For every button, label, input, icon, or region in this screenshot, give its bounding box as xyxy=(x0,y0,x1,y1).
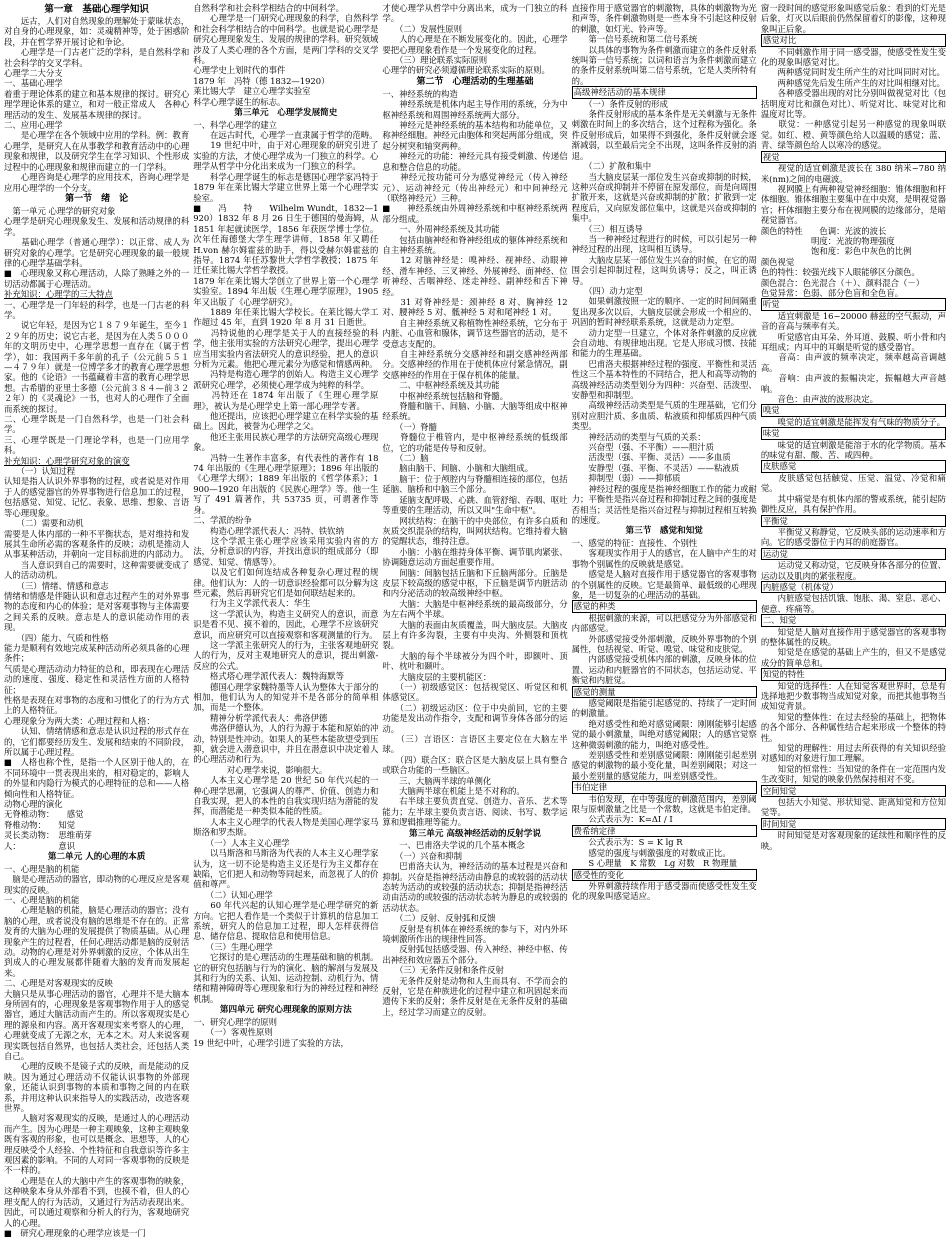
paragraph: ■ 人格也称个性，是指一个人区别于他人的，在不同环境中一贯表现出来的，相对稳定的，影响人的外显和内隐行为模式的心理特征的总和——人格倾向性和人格特征。 xyxy=(4,757,190,799)
paragraph: （二）扩散和集中 xyxy=(571,161,652,172)
paragraph: （一）条件反射的形成 xyxy=(571,98,668,109)
boxed-term: 二、知觉 xyxy=(761,614,946,626)
text-column-3 xyxy=(382,3,567,1227)
paragraph: 对心理学来说，影响很大。 xyxy=(193,764,328,775)
paragraph: 莱比锡大学 建立心理学实验室 xyxy=(193,86,311,97)
paragraph: 冯特说他的心理学是关于人的直接经验的科学，他主张用实验的方法研究心理学，提出心理学应当用实验内省法研究人的意识经验，把人的意识分析为元素。他把心理元素分为感觉和情感两种。 xyxy=(193,327,379,369)
paragraph: 构造心理学派代表人：冯特、铁钦纳 xyxy=(193,525,344,536)
unit-heading: 第三单元 心理学发展简史 xyxy=(234,108,338,119)
paragraph: 无脊椎动物： 感觉 xyxy=(4,809,84,820)
paragraph: （三）理论联系实际原则 xyxy=(382,55,488,66)
paragraph: 嗅觉的适宜刺激是能挥发有气味的物质分子。 xyxy=(760,416,946,427)
paragraph: 人本主义心理学是 20 世纪 50 年代兴起的一种心理学思潮，它强调人的尊严、价值、创造力和自我实现，把人的本性的自我实现归结为潜能的发挥，而潜能是一种类似本能的性质。 xyxy=(193,775,379,817)
paragraph: 脊髓和脑干、间脑、小脑、大脑等组成中枢神经系统。 xyxy=(382,401,568,422)
paragraph: 以马斯洛和马斯洛为代表的人本主义心理学家认为，这一切不论是构造主义还是行为主义都存在缺陷，它们把人和动物等同起来，而忽视了人的价值和尊严。 xyxy=(193,848,379,890)
paragraph: 自主神经系统又称植物性神经系统，它分布于内脏、心血管和腺体，调节这些器官的活动，是不受意志支配的。 xyxy=(382,317,568,349)
paragraph: 动物心理的演化 xyxy=(4,799,63,810)
paragraph: 其中痛觉是有机体内部的警戒系统，能引起防御性反应，具有保护作用。 xyxy=(760,493,947,515)
paragraph: 才使心理学从哲学中分离出来，成为一门独立的科学。 xyxy=(382,3,568,24)
paragraph: （二）认知心理学 xyxy=(193,889,273,900)
paragraph: 知觉是人脑对直接作用于感觉器官的客观事物的整体属性的反映。 xyxy=(760,626,947,647)
paragraph: 抑制型（弱）——抑郁质 xyxy=(571,473,681,484)
paragraph: 听觉感官由耳朵、外耳道、鼓膜、听小骨和内耳组成；内耳中的耳蜗是听觉的感受器官。 xyxy=(760,331,947,352)
boxed-term: 内脏感觉（机体觉） xyxy=(761,581,946,593)
paragraph: 神经元按功能可分为感觉神经元（传入神经元）、运动神经元（传出神经元）和中间神经元（联络神经元）三种。 xyxy=(382,172,568,203)
boxed-term: 感觉的测量 xyxy=(572,686,757,698)
boxed-term: 运动觉 xyxy=(761,548,946,560)
text-column-1 xyxy=(4,3,190,1238)
paragraph: 高级神经活动类型是气质的生理基础，它们分别对应胆汁质、多血质、粘液质和抑郁质四种气质类型。 xyxy=(571,400,757,432)
paragraph: 他还提出，应该把心理学建立在科学实验的基础上。因此，被誉为心理学之父。 xyxy=(193,411,379,432)
paragraph: 知觉是在感觉的基础上产生的，但又不是感觉成分的简单总和。 xyxy=(760,647,947,668)
paragraph: 反射弧包括感受器、传入神经、神经中枢、传出神经和效应器五个部分。 xyxy=(382,944,568,965)
paragraph: （二）发展性原则 xyxy=(382,23,462,34)
paragraph: 公式表示为：S = K lg R xyxy=(571,837,683,848)
paragraph: 二、心理学既是一门自然科学，也是一门社会科学。 xyxy=(4,414,190,435)
paragraph: 脊椎动物： 知觉 xyxy=(4,819,76,830)
paragraph: （一）认知过程 xyxy=(4,466,76,477)
paragraph: 知觉的恒常性：当知觉的条件在一定范围内发生改变时，知觉的映象仍然保持相对不变。 xyxy=(760,763,947,785)
paragraph: 1889 年任莱比锡大学校长。在莱比锡大学工作超过 45 年，直到 1920 年 8 月 31 日逝世。 xyxy=(193,306,379,328)
paragraph: 大脑的每个半球被分为四个叶，即额叶、顶叶、枕叶和颞叶。 xyxy=(382,650,568,672)
paragraph: 中枢神经系统包括脑和脊髓。 xyxy=(382,390,509,401)
paragraph: 精神分析学派代表人：弗洛伊德 xyxy=(193,712,328,723)
paragraph: 条件反射形成的基本条件是无关刺激与无条件刺激在时间上的多次结合，这个过程称为强化。条件反射形成后，如果得不到强化，条件反射就会逐渐减弱，以至最后完全不出现，这叫条件反射的消退。 xyxy=(571,109,757,161)
paragraph: 两种感觉先后发生所产生的对比叫相继对比。 xyxy=(760,77,946,88)
paragraph: 一、外周神经系统及其功能 xyxy=(382,224,500,235)
paragraph: 远古，人们对自然现象的理解处于蒙昧状态，对自身的心理现象，如：灵魂精神等，处于困惑阶段，并在哲学界开展讨论和争论。 xyxy=(4,16,190,47)
paragraph: 一、心理是脑的机能 xyxy=(4,863,80,874)
paragraph: 60 年代兴起的认知心理学是心理学研究的新方向。它把人看作是一个类似于计算机的信息加工系统，研究人的信息加工过程，即人怎样获得信息、储存信息、提取信息和使用信息。 xyxy=(193,900,379,942)
paragraph: 大脑皮层的主要机能区： xyxy=(382,671,492,682)
paragraph: 情绪和情感是伴随认识和意志过程产生的对外界事物的态度和内心的体验；是对客观事物与主体需要之间关系的反映。意志是人的意识能动作用的表现。 xyxy=(4,590,190,633)
paragraph: 直接作用于感觉器官的刺激物，具体的刺激物为光和声等，条件刺激物则是一些本身不引起这种反射的刺激，如灯光、铃声等。 xyxy=(571,3,757,34)
paragraph: 第一信号系统和第二信号系统 xyxy=(571,34,698,45)
section-heading: 第一节 绪 论 xyxy=(65,193,129,204)
paragraph: （一）兴奋和抑制 xyxy=(382,850,462,861)
boxed-term: 时间知觉 xyxy=(761,818,946,830)
paragraph: 适宜刺激是 16~20000 赫兹的空气振动，声音的音高与频率有关。 xyxy=(760,310,947,332)
boxed-term: 视觉 xyxy=(761,151,946,163)
paragraph: 差别感受性和差别感觉阈限：刚刚能引起差别感觉的刺激物的最小变化量，叫差别阈限；对这一最小差别量的感觉能力，叫差别感受性。 xyxy=(571,750,757,781)
paragraph: 自然科学和社会科学相结合的中间科学。 xyxy=(193,3,344,13)
paragraph: 色的特性：较强光线下人眼能够区分颜色。 xyxy=(760,267,920,278)
paragraph: 音响：由声波的振幅决定，振幅越大声音越响。 xyxy=(760,373,947,394)
paragraph: （一）人本主义心理学 xyxy=(193,837,290,848)
paragraph: 19 世纪中叶，由于对心理现象的研究引进了实验的方法，才使心理学成为一门独立的科学。心理学从哲学中分化出来成为一门独立的科学。 xyxy=(193,140,379,172)
unit-heading: 第三单元 高级神经活动的反射学说 xyxy=(409,828,541,839)
paragraph: 脊髓位于椎管内，是中枢神经系统的低级部位，它的功能是传导和反射。 xyxy=(382,432,568,453)
paragraph: 心理学是研究心理现象发生、发展和活动规律的科学。 xyxy=(4,216,190,237)
boxed-term: 皮肤感觉 xyxy=(761,460,946,472)
paragraph: （三）言语区：言语区主要定位在大脑左半球。 xyxy=(382,734,568,755)
paragraph: 公式表示为：K=ΔI / I xyxy=(571,814,673,825)
boxed-term: 嗅觉 xyxy=(761,404,946,416)
paragraph: 韦伯发现，在中等强度的刺激范围内，差别阈限与原刺激量之比是一个常数，这就是韦伯定律。 xyxy=(571,793,757,815)
paragraph: 着重于理论体系的建立和基本规律的探讨。研究心理学理论体系的建立，和对一般正常成人 各种心理活动的发生、发展基本规律的探讨。 xyxy=(4,88,190,120)
unit-heading: 第二单元 人的心理的本质 xyxy=(47,852,146,863)
paragraph: 一、心理学是一门年轻的科学，也是一门古老的科学。 xyxy=(4,299,190,320)
paragraph: （四）能力、气质和性格 xyxy=(4,632,109,643)
unit-heading: 第四单元 研究心理现象的原则方法 xyxy=(219,1005,352,1016)
paragraph: 视网膜上有两种视觉神经细胞：锥体细胞和杆体细胞。锥体细胞主要集中在中央窝，是明视觉器官；杆体细胞主要分布在视网膜的边缘部分，是暗视觉器官。 xyxy=(760,183,947,226)
paragraph: 知觉的整体性：在过去经验的基础上，把物体的各个部分、各种属性结合起来形成一个整体的特性。 xyxy=(760,711,947,743)
paragraph: 运动觉又称动觉，它反映身体各部分的位置、运动以及肌肉的紧张程度。 xyxy=(760,560,947,581)
paragraph: 视觉的适宜刺激是波长在 380 纳米~780 纳米(nm)之间的电磁波。 xyxy=(760,163,947,184)
paragraph: 联觉：一种感觉引起另一种感觉的现象叫联觉。如红、橙、黄等颜色给人以温暖的感觉；蓝、青、绿等颜色给人以寒冷的感觉。 xyxy=(760,119,947,151)
paragraph: 反射是有机体在神经系统的参与下，对内外环境刺激所作出的规律性回答。 xyxy=(382,923,568,944)
paragraph: 脑是心理活动的器官，即动物的心理反应是客观现实的反映。 xyxy=(4,874,190,895)
paragraph: 在远古时代，心理学一直隶属于哲学的范畴。 xyxy=(193,130,378,141)
paragraph: 它探讨的是心理活动的生理基础和脑的机制。它的研究包括脑与行为的演化、脑的解剖与发展及其和行为的关系、认知、运动控制、动机行为、情绪和精神障碍等心理现象和行为的神经过程和神经机制。 xyxy=(193,952,379,1004)
paragraph: 人本主义心理学的代表人物是美国心理学家马斯洛和罗杰斯。 xyxy=(193,816,379,838)
paragraph: （一）客观性原则 xyxy=(193,1027,273,1038)
paragraph: 冯特还在 1874 年出版了《生理心理学原理》，被认为是心理学史上第一部心理学专著。 xyxy=(193,390,379,411)
paragraph: 绝对感受性和绝对感觉阈限：刚刚能够引起感觉的最小刺激量，叫绝对感觉阈限；人的感官觉察这种微弱刺激的能力，叫绝对感受性。 xyxy=(571,718,757,750)
boxed-term: 韦伯定律 xyxy=(572,781,757,793)
paragraph: 二、中枢神经系统及其功能 xyxy=(382,380,500,391)
boxed-term: 知觉的特性 xyxy=(761,668,946,680)
paragraph: 这一学派主张研究人的行为，主张客观地研究人的行为，反对主观地研究人的意识，提出刺激-反应的公式。 xyxy=(193,639,379,671)
paragraph: 外界刺激持续作用于感受器而使感受性发生变化的现象叫感觉适应。 xyxy=(571,880,757,902)
paragraph: 内部感觉接受机体内部的刺激，反映身体的位置、运动和内脏器官的不同状态，包括运动觉、平衡觉和内脏觉。 xyxy=(571,654,757,686)
paragraph: 气质是心理活动动力特征的总和，即表现在心理活动的速度、强度、稳定性和灵活性方面的人格特征； xyxy=(4,663,190,695)
paragraph: 基础心理学（普通心理学）：以正常、成人为研究对象的心理学。它是研究心理现象的最一般规律的心理学基础学科。 xyxy=(4,237,190,268)
paragraph: 心理学二大分支 xyxy=(4,68,63,79)
boxed-term: 空间知觉 xyxy=(761,785,946,797)
paragraph: 颜色混合：色光混合（＋）、颜料混合（－） xyxy=(760,277,925,288)
paragraph: 一、感觉的特征：直接性、个别性 xyxy=(571,537,698,548)
paragraph: 科学心理学诞生的标志。 xyxy=(193,96,286,107)
paragraph: 无条件反射是动物和人生而具有、不学而会的反射，它是在种族进化的过程中建立和巩固起来而遗传下来的反射；条件反射是在无条件反射的基础上，经过学习而建立的反射。 xyxy=(382,975,568,1017)
paragraph: ■ 冯 特 Wilhelm Wundt，1832—1920）1832 年 8 月 26 日生于德国的曼海姆，从 1851 年起就读医学，1856 年获医学博士学位。次年任海德堡大学生理学讲师，1858 年又聘任 H.von 赫尔姆霍兹的助手，得以受赫尔姆霍兹的指导。1874 年任苏黎世大学哲学教授；1875 年迁任莱比锡大学哲学教授。 xyxy=(193,202,379,276)
paragraph: 活泼型（强、平衡、灵活）——多血质 xyxy=(571,452,731,463)
paragraph: （一）初级感觉区：包括视觉区、听觉区和机体感觉区。 xyxy=(382,682,568,703)
paragraph: 大脑的表面由灰质覆盖，叫大脑皮层。大脑皮层上有许多沟裂，主要有中央沟、外侧裂和顶枕裂。 xyxy=(382,619,568,651)
paragraph: 兴奋型（强、不平衡）——胆汁质 xyxy=(571,442,714,453)
paragraph: 当人意识到自己的需要时，这种需要就变成了人的活动动机。 xyxy=(4,559,190,581)
paragraph: 二、应用心理学 xyxy=(4,120,63,131)
paragraph: 三、大脑两半球的单侧化 xyxy=(382,775,492,786)
paragraph: （三）生理心理学 xyxy=(193,941,273,952)
paragraph: 脑干：位于颅腔内与脊髓相连接的部位，包括延脑、脑桥和中脑三个部分。 xyxy=(382,473,568,495)
paragraph: 需要是人体内部的一种不平衡状态，是对维持和发展其生命所必需的客观条件的反映；动机是推动人从事某种活动，并朝向一定目标前进的内部动力。 xyxy=(4,528,190,560)
paragraph: 补充知识：心理学的三大特点 xyxy=(4,289,113,300)
paragraph: 窗一段时间的感觉形象叫感觉后象：看到的灯光是后象，灯灭以后眼前仍然保留着灯的影像，这种现象叫正后象。 xyxy=(760,3,947,34)
paragraph: 格式塔心理学派代表人：魏特海默等 xyxy=(193,671,344,682)
paragraph: 12 对脑神经是：嗅神经、视神经、动眼神经、滑车神经、三叉神经、外展神经、面神经、位听神经、舌咽神经、迷走神经、副神经和舌下神经。 xyxy=(382,255,568,297)
paragraph: （二）脑 xyxy=(382,453,429,464)
paragraph: 内脏感觉包括饥饿、饱胀、渴、窒息、恶心、便意、疼痛等。 xyxy=(760,593,947,614)
paragraph: 包括由脑神经和脊神经组成的躯体神经系统和自主神经系统。 xyxy=(382,234,568,255)
paragraph: 一、神经系统的构造 xyxy=(382,88,458,99)
paragraph: 心理是脑的机能，脑是心理活动的器官；没有脑的心理，或者说没有脑的思维是不存在的。正常发育的大脑为心理的发展提供了物质基础。从心理现象产生的过程看，任何心理活动都是脑的反射活动。动物的心理是对外界刺激的反应，个体从出生到成人的心理发展都伴随着大脑的发育而发展起来。 xyxy=(4,905,190,978)
paragraph: 神经元是神经系统的基本结构和功能单位，又称神经细胞。神经元由胞体和突起两部分组成，突起分树突和轴突两种。 xyxy=(382,120,568,151)
paragraph: 1879 年 冯特（德 1832—1920） xyxy=(193,75,330,86)
boxed-term: 高级神经活动的基本规律 xyxy=(572,86,757,98)
boxed-term: 味觉 xyxy=(761,427,946,439)
paragraph: （三）情绪、情感和意志 xyxy=(4,580,109,591)
paragraph: 包括大小知觉、形状知觉、距离知觉和方位知觉等。 xyxy=(760,797,947,818)
paragraph: 一、巴甫洛夫学说的几个基本概念 xyxy=(382,840,525,851)
paragraph: ■ 心理现象又称心理活动，人除了熟睡之外的一切活动都属于心理活动。 xyxy=(4,268,190,289)
paragraph: （三）相互诱导 xyxy=(571,223,643,234)
paragraph: 能力是顺利有效地完成某种活动所必须具备的心理条件； xyxy=(4,642,190,664)
paragraph: 外部感觉接受外部刺激，反映外界事物的个别属性，包括视觉、听觉、嗅觉、味觉和皮肤觉。 xyxy=(571,633,757,654)
paragraph: 色觉异常：色弱、部分色盲和全色盲。 xyxy=(760,287,904,298)
unit-heading: 第三节 感觉和知觉 xyxy=(625,526,703,537)
paragraph: （二）反射、反射弧和反馈 xyxy=(382,913,496,924)
paragraph: 1879 年在莱比锡大学创立了世界上第一个心理学实验室。1894 年出版《生理心理学原理》，1905 年又出版了《心理学研究》。 xyxy=(193,275,379,307)
paragraph: 补充知识：心理学研究对象的演变 xyxy=(4,455,130,466)
paragraph: 是心理学在各个领域中应用的学科。例：教育心理学，是研究人在从事教学和教育活动中的心理现象和规律，以及研究学生在学习知识、个性形成过程中的心理现象和规律而建立的一门学科。 xyxy=(4,130,190,172)
paragraph: 心理学的研究必须遵循理论联系实际的原则。 xyxy=(382,65,550,76)
paragraph: 当大脑皮层某一部位发生兴奋或抑制的时候，这种兴奋或抑制并不停留在原发部位，而是向周围扩散开来，这就是兴奋或抑制的扩散；扩散到一定程度后，又向原发部位集中，这就是兴奋或抑制的集中。 xyxy=(571,171,757,224)
paragraph: 一、科学心理学的建立 xyxy=(193,119,277,130)
paragraph: 各种感受器出现的对比分别叫做视觉对比（包括明度对比和颜色对比）、听觉对比、味觉对比和温度对比等。 xyxy=(760,88,947,120)
paragraph: 脑由脑干、间脑、小脑和大脑组成。 xyxy=(382,463,534,474)
paragraph: 三、心理学既是一门理论学科，也是一门应用学科。 xyxy=(4,434,190,456)
paragraph: 冯特是构造心理学的创始人。构造主义心理学派研究心理学，必须使心理学成为纯粹的科学。 xyxy=(193,369,379,390)
paragraph: 二、心理是对客观现实的反映 xyxy=(4,978,113,989)
paragraph: 弗洛伊德认为，人的行为源于本能和原始的冲动，特别是性冲动。如果人的某些本能欲望受到压抑，就会进入潜意识中，并且在潜意识中决定着人的心理活动和行为。 xyxy=(193,723,379,765)
paragraph: 一、心理是脑的机能 xyxy=(4,894,80,905)
paragraph: 明度：光波的物理强度 xyxy=(760,235,895,246)
paragraph: 客观现实作用于人的感官，在人脑中产生的对事物个别属性的反映就是感觉。 xyxy=(571,548,757,569)
paragraph: 安静型（强、平衡、不灵活）——粘液质 xyxy=(571,462,740,473)
paragraph: （四）联合区：联合区是大脑皮层上具有整合或联合功能的一些脑区。 xyxy=(382,754,568,776)
paragraph: 心理学史上划时代的事件 xyxy=(193,65,286,76)
paragraph: 心理现象分为两大类：心理过程和人格： xyxy=(4,715,155,726)
section-heading: 第二节 心理活动的生理基础 xyxy=(416,76,534,87)
paragraph: 神经系统是机体内起主导作用的系统，分为中枢神经系统和周围神经系统两大部分。 xyxy=(382,99,568,120)
paragraph: 当一种神经过程进行的时候，可以引起另一种神经过程的出现，这叫相互诱导。 xyxy=(571,233,757,255)
chapter-heading: 第一章 基础心理学知识 xyxy=(44,4,149,15)
paragraph: 心理的反映不是镜子式的反映，而是能动的反映。因为通过心理活动不仅能认识事物的外部现象，还能认识到事物的本质和事物之间的内在联系，并用这种认识来指导人的实践活动，改造客观世界。 xyxy=(4,1061,190,1114)
boxed-term: 感觉的种类 xyxy=(572,600,757,612)
paragraph: 大脑两半球在机能上是不对称的。 xyxy=(382,786,525,797)
paragraph: 人： 意识 xyxy=(4,840,76,851)
paragraph: 人的心理是在不断发展变化的。因此，心理学要把心理现象看作是一个发展变化的过程。 xyxy=(382,34,568,55)
paragraph: S 心理量 K 常数 Lg 对数 R 物理量 xyxy=(571,858,738,869)
paragraph: ■ 神经系统由外周神经系统和中枢神经系统两部分组成。 xyxy=(382,203,568,224)
paragraph: 神经过程的强度是指神经细胞工作的能力或耐力；平衡性是指兴奋过程和抑制过程之间的强度是否相当；灵活性是指兴奋过程与抑制过程相互转换的速度。 xyxy=(571,483,757,525)
paragraph: 德国心理学家魏特墨等人认为整体大于部分的相加，他们认为人的知觉并不是各部分的简单相加，而是一个整体。 xyxy=(193,681,379,713)
paragraph: 这个学派主张心理学应该采用实验内省的方法，分析意识的内容，并找出意识的组成部分（即感觉、知觉、情感等）。 xyxy=(193,535,379,567)
paragraph: 认知、情绪情感和意志是认识过程的形式存在的，它们都要经历发生、发展和结束的不同阶段，所以属于心理过程。 xyxy=(4,726,190,758)
paragraph: 不同刺激作用于同一感受器，使感受性发生变化的现象叫感觉对比。 xyxy=(760,46,947,68)
paragraph: 味觉的适宜刺激是能溶于水的化学物质。基本的味觉有甜、酸、苦、咸四种。 xyxy=(760,439,947,461)
paragraph: 大脑只是从事心理活动的器官，心理并不是大脑本身所固有的，心理现象是客观事物作用于人的感觉器官，通过大脑活动而产生的。所以客观现实是心理的源泉和内容。离开客观现实来考察人的心理，心理就变成了无源之水，无本之木。对人来说客观现实既包括自然界，也包括人类社会，还包括人类自己。 xyxy=(4,988,190,1061)
text-column-2 xyxy=(193,3,378,1227)
boxed-term: 费希纳定律 xyxy=(572,825,757,837)
paragraph: 感觉阈限是指能引起感觉的、持续了一定时间的刺激量。 xyxy=(571,698,757,719)
paragraph: 31 对脊神经是：颈神经 8 对、胸神经 12 对、腰神经 5 对、骶神经 5 对和尾神经 1 对。 xyxy=(382,296,568,318)
paragraph: 颜色的特性 色调：光波的波长 xyxy=(760,225,887,236)
paragraph: 大脑：大脑是中枢神经系统的最高级部分，分为左右两个半球。 xyxy=(382,598,568,620)
paragraph: 根据刺激的来源，可以把感觉分为外部感觉和内部感觉。 xyxy=(571,612,757,634)
paragraph: 神经活动的类型与气质的关系： xyxy=(571,431,706,442)
paragraph: 心理学是一门研究心理现象的科学，自然科学和社会科学相结合的中间科学。也就是说心理学是研究心理现象发生、发展的规律的学科。研究领域涉及了人类心理的各个方面，是两门学科的交叉学科。 xyxy=(193,13,379,66)
paragraph: （一）脊髓 xyxy=(382,421,437,432)
paragraph: 巴甫洛夫根据神经过程的强度、平衡性和灵活性这三个基本特性的不同结合，把人和高等动物的高级神经活动类型划分为四种：兴奋型、活泼型、安静型和抑制型。 xyxy=(571,358,757,401)
paragraph: （三）无条件反射和条件反射 xyxy=(382,965,504,976)
paragraph: 冯特一生著作丰富多，有代表性的著作有 1874 年出版的《生理心理学原理》；1896 年出版的《心理学大纲》；1889 年出版的《哲学体系》；1900—1920 年出版的《民族心理学》等。他一生写了 491 篇著作，共 53735 页，可谓著作等身。 xyxy=(193,452,379,515)
paragraph: 颜色视觉 xyxy=(760,256,795,267)
paragraph: 如果刺激按照一定的顺序、一定的时间间隔重复出现多次以后，大脑皮层就会形成一个相应的、巩固的暂时神经联系系统，这就是动力定型。 xyxy=(571,296,757,328)
paragraph: 时间知觉是对客观现象的延续性和顺序性的反映。 xyxy=(760,830,947,851)
paragraph: 科学心理学诞生的标志是德国心理学家冯特于 1879 年在莱比锡大学建立世界上第一个心理学实验室。 xyxy=(193,171,379,203)
paragraph: 认知是指人认识外界事物的过程，或者说是对作用于人的感觉器官的外界事物进行信息加工的过程，包括感觉、知觉、记忆、表象、思维、想象、言语等心理现象。 xyxy=(4,476,190,518)
paragraph: 饱和度：彩色中灰色的比例 xyxy=(760,246,912,257)
paragraph: 说它年轻，是因为它１８７９年诞生，至今１２９年的历史；说它古老，是因为在人类５０００年的文明历史中，心理学思想一直存在（属于哲学），如：我国两千多年前的孔子（公元前５５１—４７９年）就是一位博学多才的教育心理学思想家。他的《论语》一书蕴藏着丰富的教育心理学思想。古希腊的亚里士多德（公元前３８４—前３２２年）的《灵魂论》一书，也对人的心理作了全面而系统的探讨。 xyxy=(4,320,190,414)
paragraph: 延脑支配呼吸、心跳、血管舒缩、吞咽、呕吐等重要的生理活动，所以又叫"生命中枢"。 xyxy=(382,494,568,516)
paragraph: 大脑皮层某一部位发生兴奋的时候，在它的周围会引起抑制过程，这叫负诱导；反之，叫正诱导。 xyxy=(571,254,757,286)
paragraph: 小脑：小脑在维持身体平衡、调节肌肉紧张、协调随意运动方面起重要作用。 xyxy=(382,546,568,568)
paragraph: 网状结构：在脑干的中央部位，有许多白质和灰质交织混杂的结构，叫网状结构。它维持着大脑的觉醒状态，维持注意。 xyxy=(382,515,568,547)
paragraph: 动力定型一旦建立，个体对条件刺激的反应就会自动地、有规律地出现。它是人形成习惯、技能和能力的生理基础。 xyxy=(571,327,757,359)
paragraph: （二）需要和动机 xyxy=(4,518,84,529)
paragraph: 二、学派的纷争 xyxy=(193,515,252,526)
paragraph: 19 世纪中叶，心理学引进了实验的方法， xyxy=(193,1037,349,1048)
paragraph: 右半球主要负责直觉、创造力、音乐、艺术等能力；左半球主要负责言语、阅读、书写、数学运算和逻辑推理等能力。 xyxy=(382,796,568,828)
paragraph: 心理咨询是心理学的应用技术，咨询心理学是应用心理学的一个分支。 xyxy=(4,172,190,193)
text-column-4 xyxy=(572,3,757,1227)
paragraph: 一、研究心理学的原则 xyxy=(193,1016,277,1027)
paragraph: 他还主张用民族心理学的方法研究高级心理现象。 xyxy=(193,431,379,453)
paragraph: 间脑：间脑包括丘脑和下丘脑两部分。丘脑是皮层下较高级的感觉中枢，下丘脑是调节内脏活动和内分泌活动的较高级神经中枢。 xyxy=(382,567,568,599)
boxed-term: 听觉 xyxy=(761,298,946,310)
paragraph: 心理学是一门古老广泛的学科，是自然科学和社会科学的交叉学科。 xyxy=(4,47,190,68)
paragraph: （四）动力定型 xyxy=(571,285,643,296)
paragraph: 巴甫洛夫认为，神经活动的基本过程是兴奋和抑制。兴奋是指神经活动由静息的或较弱的活动状态转为活动的或较强的活动状态；抑制是指神经活动由活动的或较强的活动状态转为静息的或较弱的活动状态。 xyxy=(382,861,568,913)
paragraph: 两种感觉同时发生所产生的对比叫同时对比。 xyxy=(760,67,946,78)
boxed-term: 感受性的变化 xyxy=(572,869,757,881)
paragraph: 皮肤感觉包括触觉、压觉、温觉、冷觉和痛觉。 xyxy=(760,472,947,494)
boxed-term: 感觉对比 xyxy=(761,34,946,46)
paragraph: 以及它们如何连结成各种复杂心理过程的规律。他们认为：人的一切意识经验都可以分解为这些元素，然后再研究它们是如何联结起来的。 xyxy=(193,567,379,598)
paragraph: 神经元的功能：神经元具有接受刺激、传递信息和整合信息的功能。 xyxy=(382,151,568,172)
paragraph: 性格是表现在对事物的态度和习惯化了的行为方式上的人格特征。 xyxy=(4,695,190,716)
paragraph: 自主神经系统分交感神经和副交感神经两部分。交感神经的作用在于使机体应付紧急情况，副交感神经的作用在于保存机体的能量。 xyxy=(382,349,568,380)
paragraph: 知觉的选择性：人在知觉客观世界时，总是有选择地把少数事物当成知觉对象，而把其他事物当成知觉背景。 xyxy=(760,680,947,712)
paragraph: 第一单元 心理学的研究对象 xyxy=(4,205,116,216)
paragraph: 平衡觉又称静觉，它反映头部的运动速率和方向。它的感受器位于内耳的前庭器官。 xyxy=(760,526,947,548)
paragraph: 行为主义学派代表人：华生 xyxy=(193,598,311,609)
paragraph: 这一学派认为，构造主义研究人的意识，而意识是看不见、摸不着的，因此，心理学不应该研究意识，而应研究可以直接观察和客观测量的行为。 xyxy=(193,608,379,640)
paragraph: 心理是在人的大脑中产生的客观事物的映象，这种映象本身从外部看不到，也摸不着，但人的心理支配人的行为活动，又通过行为活动表现出来。因此，可以通过观察和分析人的行为，客观地研究人的心理。 xyxy=(4,1175,190,1228)
paragraph: 一、基础心理学 xyxy=(4,78,63,89)
text-column-5 xyxy=(761,3,946,1227)
paragraph: ■ 研究心理现象的心理学应该是一门 xyxy=(4,1227,146,1238)
boxed-term: 平衡觉 xyxy=(761,515,946,527)
paragraph: 人脑对客观现实的反映，是通过人的心理活动而产生。因为心理是一种主观映象，这种主观映象既有客观的形象，也可以是概念、思想等，人的心理反映受个人经验、个性特征和自我意识等许多主观因素的影响。不同的人对同一客观事物的反映是不一样的。 xyxy=(4,1113,190,1176)
paragraph: 灵长类动物： 思维萌芽 xyxy=(4,830,92,841)
paragraph: （二）初级运动区：位于中央前回，它的主要功能是发出动作指令，支配和调节身体各部分的运动。 xyxy=(382,702,568,734)
paragraph: 以具体的事物为条件刺激而建立的条件反射系统叫第一信号系统；以词和语言为条件刺激而建立的条件反射系统叫第二信号系统，它是人类所特有的。 xyxy=(571,44,757,86)
paragraph: 感觉是人脑对直接作用于感觉器官的客观事物的个别属性的反映。它是最简单、最低级的心理现象，是一切复杂的心理活动的基础。 xyxy=(571,569,757,600)
paragraph: 知觉的理解性：用过去所获得的有关知识经验对感知的对象进行加工理解。 xyxy=(760,743,947,764)
paragraph: 感觉的强度与刺激强度的对数成正比。 xyxy=(571,847,731,858)
paragraph: 音高：由声波的频率决定，频率越高音调越高。 xyxy=(760,352,947,373)
paragraph: 音色：由声波的波形决定。 xyxy=(760,394,879,405)
